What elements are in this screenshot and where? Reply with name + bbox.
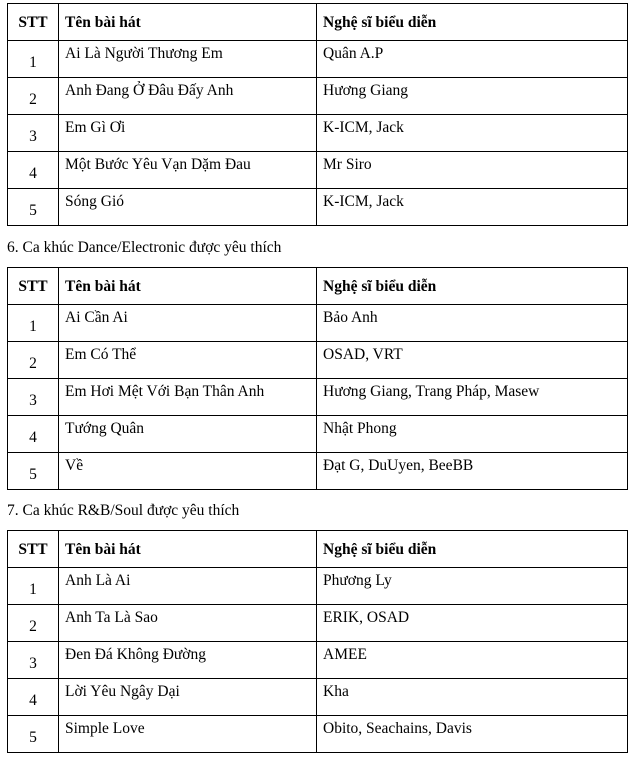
song-cell: Ai Cần Ai <box>59 305 317 342</box>
section-heading-dance: 6. Ca khúc Dance/Electronic được yêu thích <box>7 239 282 256</box>
song-cell: Em Có Thể <box>59 342 317 379</box>
song-cell: Tướng Quân <box>59 416 317 453</box>
table-1-wrapper <box>7 3 627 226</box>
song-cell: Anh Đang Ở Đâu Đấy Anh <box>59 78 317 115</box>
stt-header: STT <box>8 4 59 41</box>
stt-cell: 4 <box>8 152 59 189</box>
stt-cell: 3 <box>8 115 59 152</box>
table-header-row <box>8 531 628 568</box>
song-cell: Sóng Gió <box>59 189 317 226</box>
artist-cell: Hương Giang, Trang Pháp, Masew <box>317 379 628 416</box>
song-cell: Anh Là Ai <box>59 568 317 605</box>
table-row <box>8 189 628 226</box>
table-row <box>8 152 628 189</box>
artist-cell: Kha <box>317 679 628 716</box>
table-row <box>8 679 628 716</box>
artist-header: Nghệ sĩ biểu diễn <box>317 268 628 305</box>
song-table-2 <box>7 267 628 490</box>
stt-cell: 2 <box>8 78 59 115</box>
song-cell: Em Hơi Mệt Với Bạn Thân Anh <box>59 379 317 416</box>
artist-cell: Obito, Seachains, Davis <box>317 716 628 753</box>
artist-cell: Bảo Anh <box>317 305 628 342</box>
stt-cell: 2 <box>8 605 59 642</box>
stt-cell: 2 <box>8 342 59 379</box>
artist-cell: K-ICM, Jack <box>317 189 628 226</box>
song-header: Tên bài hát <box>59 268 317 305</box>
song-cell: Anh Ta Là Sao <box>59 605 317 642</box>
table-row <box>8 115 628 152</box>
artist-cell: ERIK, OSAD <box>317 605 628 642</box>
table-row <box>8 78 628 115</box>
stt-cell: 3 <box>8 642 59 679</box>
artist-cell: Quân A.P <box>317 41 628 78</box>
table-row <box>8 716 628 753</box>
artist-cell: Nhật Phong <box>317 416 628 453</box>
stt-header: STT <box>8 268 59 305</box>
table-2-wrapper <box>7 267 627 490</box>
artist-cell: Phương Ly <box>317 568 628 605</box>
stt-cell: 5 <box>8 189 59 226</box>
stt-cell: 1 <box>8 568 59 605</box>
stt-cell: 1 <box>8 41 59 78</box>
stt-cell: 5 <box>8 453 59 490</box>
table-3-wrapper <box>7 530 627 753</box>
song-cell: Simple Love <box>59 716 317 753</box>
artist-cell: OSAD, VRT <box>317 342 628 379</box>
artist-header: Nghệ sĩ biểu diễn <box>317 531 628 568</box>
table-row <box>8 568 628 605</box>
song-header: Tên bài hát <box>59 531 317 568</box>
table-header-row <box>8 4 628 41</box>
section-heading-rnb: 7. Ca khúc R&B/Soul được yêu thích <box>7 502 240 519</box>
song-cell: Lời Yêu Ngây Dại <box>59 679 317 716</box>
artist-cell: Mr Siro <box>317 152 628 189</box>
stt-cell: 4 <box>8 416 59 453</box>
stt-header: STT <box>8 531 59 568</box>
table-row <box>8 305 628 342</box>
table-row <box>8 453 628 490</box>
table-row <box>8 605 628 642</box>
song-table-3 <box>7 530 628 753</box>
artist-cell: Hương Giang <box>317 78 628 115</box>
song-header: Tên bài hát <box>59 4 317 41</box>
song-cell: Đen Đá Không Đường <box>59 642 317 679</box>
song-cell: Một Bước Yêu Vạn Dặm Đau <box>59 152 317 189</box>
song-table-1 <box>7 3 628 226</box>
stt-cell: 1 <box>8 305 59 342</box>
stt-cell: 3 <box>8 379 59 416</box>
table-row <box>8 342 628 379</box>
artist-cell: Đạt G, DuUyen, BeeBB <box>317 453 628 490</box>
artist-cell: K-ICM, Jack <box>317 115 628 152</box>
table-header-row <box>8 268 628 305</box>
table-row <box>8 41 628 78</box>
table-row <box>8 642 628 679</box>
song-cell: Về <box>59 453 317 490</box>
song-cell: Em Gì Ơi <box>59 115 317 152</box>
table-row <box>8 379 628 416</box>
stt-cell: 4 <box>8 679 59 716</box>
table-row <box>8 416 628 453</box>
artist-header: Nghệ sĩ biểu diễn <box>317 4 628 41</box>
stt-cell: 5 <box>8 716 59 753</box>
artist-cell: AMEE <box>317 642 628 679</box>
song-cell: Ai Là Người Thương Em <box>59 41 317 78</box>
